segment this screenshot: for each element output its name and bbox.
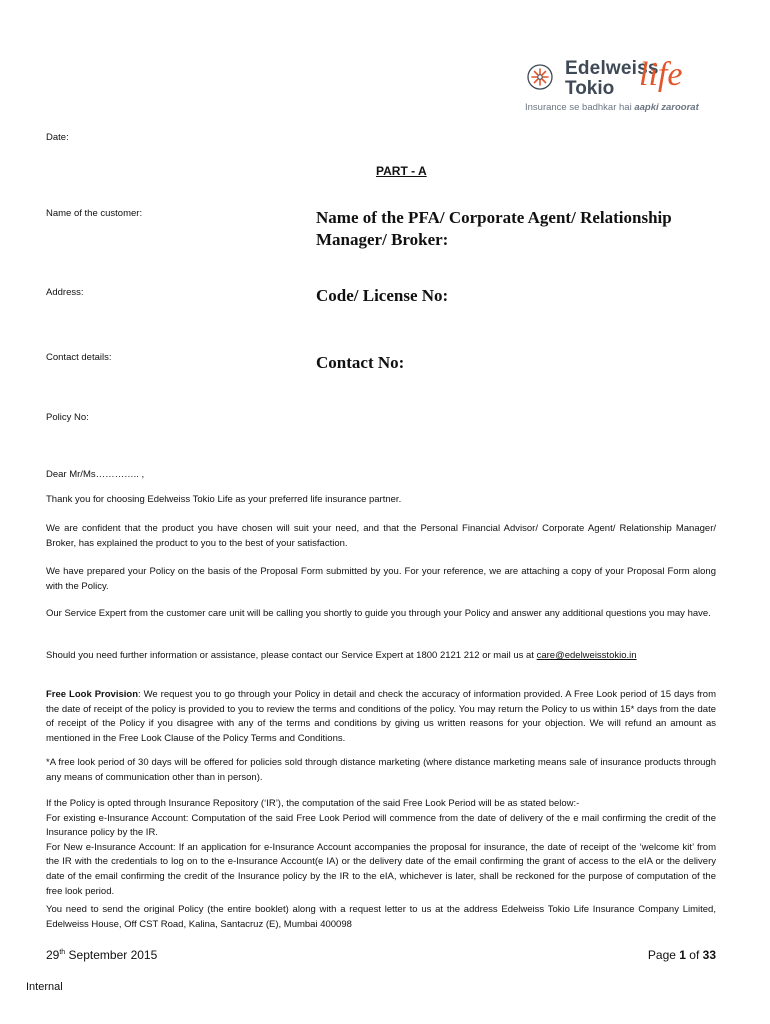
- ir-section: [46, 797, 716, 899]
- logo-tagline: Insurance se badhkar hai aapki zaroorat: [525, 102, 699, 113]
- footer-date: 29th September 2015: [46, 948, 158, 962]
- edelweiss-flower-icon: [527, 64, 553, 90]
- free-look-30-paragraph: *A free look period of 30 days will be offered for policies sold through distance marketing (where distance marketing means sale of insurance products through any means of communication other than in person).: [46, 757, 716, 783]
- policy-no-label: Policy No:: [46, 412, 89, 423]
- contact-no-label: Contact No:: [316, 353, 405, 372]
- logo-brand-line2: Tokio: [565, 78, 615, 99]
- classification-label: Internal: [26, 981, 63, 993]
- company-logo: [525, 58, 725, 118]
- free-look-paragraph: Free Look Provision: We request you to go through your Policy in detail and check the accuracy of information provided. A Free Look period of 15 days from the date of receipt of the policy is provided to you to review the terms and conditions of the policy. You may return the Policy to us within 15* days from the date of receipt of the Policy if you disagree with any of the terms and conditions by giving us written reasons for your objection. We will refund an amount as mentioned in the Free Look Clause of the Policy Terms and Conditions.: [46, 689, 716, 744]
- logo-brand-line1: Edelweiss: [565, 58, 659, 79]
- ir-existing-account: For existing e-Insurance Account: Computation of the said Free Look Period will commence from the date of delivery of the e mail confirming the credit of the Insurance policy by the IR.: [46, 812, 716, 839]
- thanks-paragraph: Thank you for choosing Edelweiss Tokio Life as your preferred life insurance partner.: [46, 494, 402, 505]
- assistance-paragraph: Should you need further information or assistance, please contact our Service Expert at 1800 2121 212 or mail us at care@edelweisstokio.in: [46, 650, 637, 661]
- free-look-title: Free Look Provision: [46, 689, 138, 700]
- page-number: Page 1 of 33: [647, 948, 716, 962]
- address-label: Address:: [46, 287, 84, 298]
- customer-name-label: Name of the customer:: [46, 208, 143, 219]
- logo-brand-script: life: [639, 56, 683, 93]
- send-policy-paragraph: You need to send the original Policy (the entire booklet) along with a request letter to us at the address Edelweiss Tokio Life Insurance Company Limited, Edelweiss House, Off CST Road, Kalina, Santacruz (E), Mumbai 400098: [46, 904, 716, 930]
- service-expert-paragraph: Our Service Expert from the customer care unit will be calling you shortly to guide you through your Policy and answer any additional questions you may have.: [46, 608, 711, 619]
- ir-new-account: For New e-Insurance Account: If an application for e-Insurance Account accompanies the proposal for insurance, the date of receipt of the ‘welcome kit’ from the IR with the credentials to log on to the e-Insurance Account(e IA) or the delivery date of the email confirming the grant of access to the eIA or the delivery date of the email confirming the credit of the Insurance policy by the IR to the eIA, whichever is later, shall be reckoned for the purpose of computation of the free look period.: [46, 841, 716, 897]
- pfa-name-label: Name of the PFA/ Corporate Agent/ Relationship Manager/ Broker:: [316, 208, 672, 249]
- prepared-paragraph: We have prepared your Policy on the basis of the Proposal Form submitted by you. For your reference, we are attaching a copy of your Proposal Form along with the Policy.: [46, 566, 716, 592]
- date-label: Date:: [46, 132, 69, 143]
- salutation: Dear Mr/Ms………….. ,: [46, 469, 145, 480]
- contact-details-label: Contact details:: [46, 352, 112, 363]
- support-email-link[interactable]: care@edelweisstokio.in: [536, 650, 637, 661]
- part-heading: PART - A: [376, 164, 427, 178]
- confident-paragraph: We are confident that the product you have chosen will suit your need, and that the Personal Financial Advisor/ Corporate Agent/ Relationship Manager/ Broker, has explained the product to you to the best of your satisfaction.: [46, 523, 716, 549]
- code-license-label: Code/ License No:: [316, 286, 449, 305]
- ir-intro: If the Policy is opted through Insurance Repository (‘IR’), the computation of the said Free Look Period will be as stated below:-: [46, 798, 580, 809]
